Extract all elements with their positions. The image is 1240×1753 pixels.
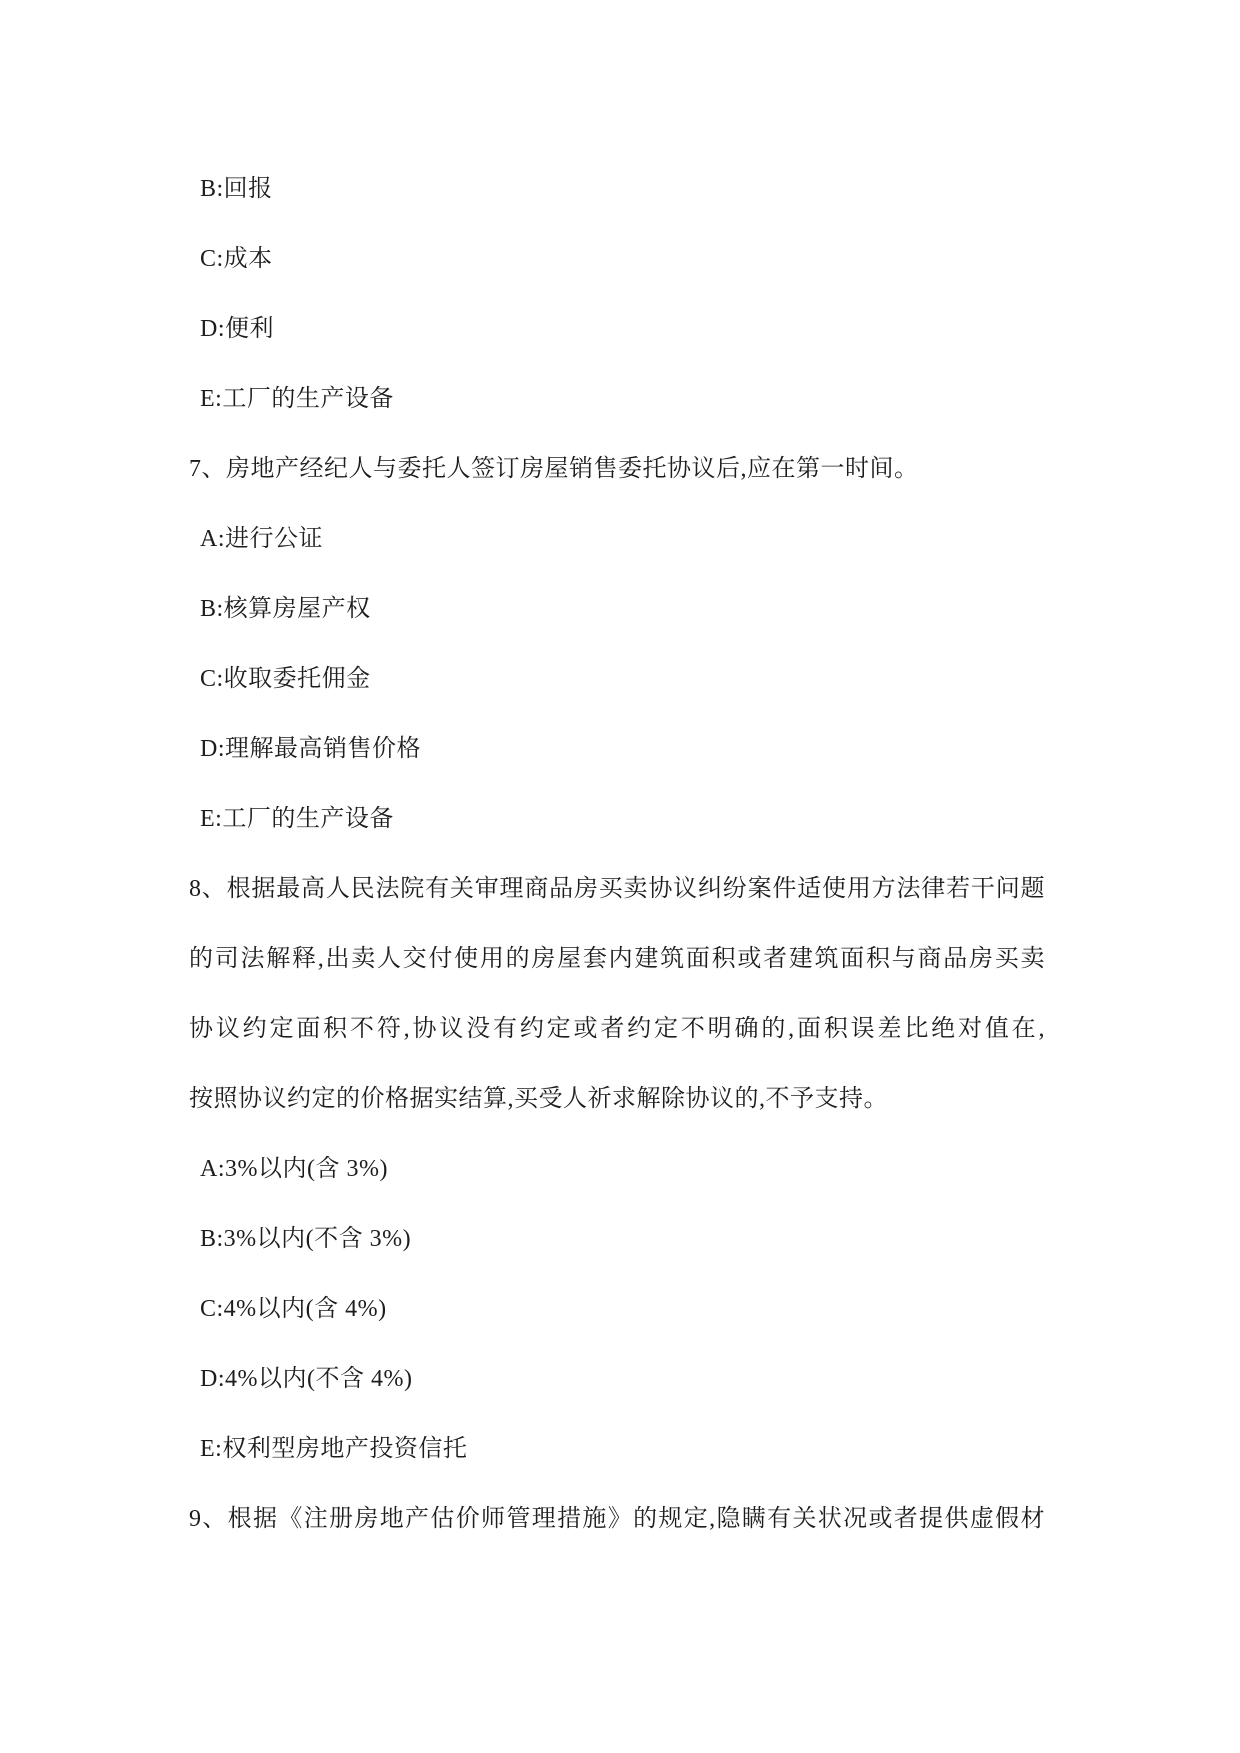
- question-body-text: 的司法解释,出卖人交付使用的房屋套内建筑面积或者建筑面积与商品房买卖: [189, 946, 1045, 972]
- question-body-text: 按照协议约定的价格据实结算,买受人祈求解除协议的,不予支持。: [189, 1086, 888, 1112]
- answer-option: D:理解最高销售价格: [200, 736, 421, 762]
- answer-option: B:核算房屋产权: [200, 596, 371, 622]
- answer-option: C:收取委托佣金: [200, 666, 371, 692]
- question-text: 9、根据《注册房地产估价师管理措施》的规定,隐瞒有关状况或者提供虚假材: [189, 1506, 1045, 1532]
- answer-option: D:便利: [200, 316, 274, 342]
- question-text: 7、房地产经纪人与委托人签订房屋销售委托协议后,应在第一时间。: [189, 456, 919, 482]
- answer-option: A:3%以内(含 3%): [200, 1156, 388, 1182]
- question-text: 8、根据最高人民法院有关审理商品房买卖协议纠纷案件适使用方法律若干问题: [189, 876, 1045, 902]
- answer-option: E:权利型房地产投资信托: [200, 1436, 468, 1462]
- answer-option: C:4%以内(含 4%): [200, 1296, 387, 1322]
- answer-option: E:工厂的生产设备: [200, 806, 394, 832]
- answer-option: D:4%以内(不含 4%): [200, 1366, 413, 1392]
- answer-option: B:回报: [200, 176, 273, 202]
- question-body-text: 协议约定面积不符,协议没有约定或者约定不明确的,面积误差比绝对值在,: [189, 1016, 1045, 1042]
- document-page: [189, 174, 1045, 1574]
- answer-option: C:成本: [200, 246, 273, 272]
- answer-option: A:进行公证: [200, 526, 323, 552]
- answer-option: E:工厂的生产设备: [200, 386, 394, 412]
- answer-option: B:3%以内(不含 3%): [200, 1226, 412, 1252]
